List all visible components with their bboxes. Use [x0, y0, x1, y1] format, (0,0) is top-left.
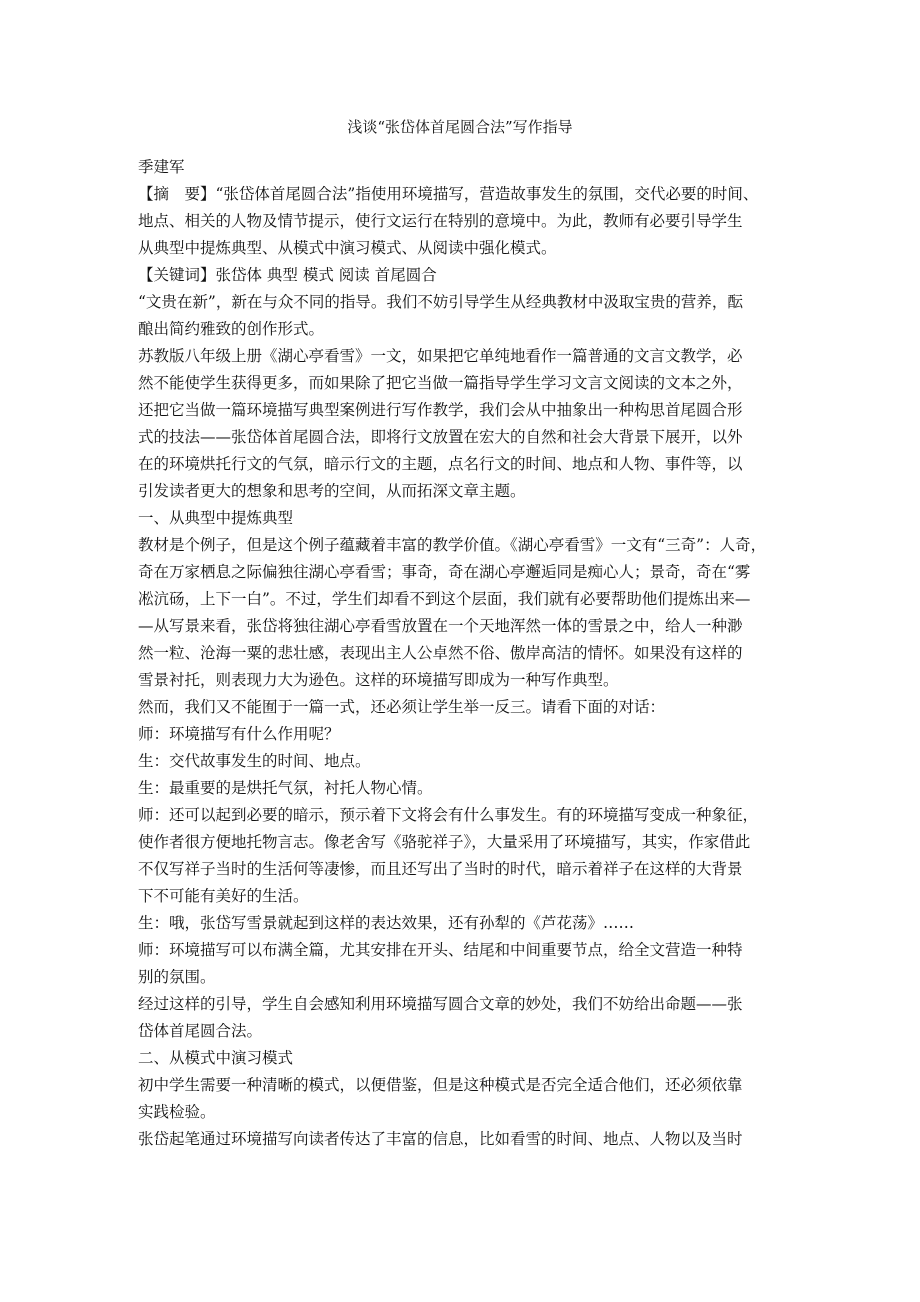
text-line: 在的环境烘托行文的气氛，暗示行文的主题，点名行文的时间、地点和人物、事件等，以 [138, 455, 743, 473]
paragraph [138, 993, 798, 1047]
text-line: 别的氛围。 [138, 968, 216, 986]
text-line: 生：哦，张岱写雪景就起到这样的表达效果，还有孙犁的《芦花荡》…… [138, 914, 635, 932]
text-line: 式的技法——张岱体首尾圆合法，即将行文放置在宏大的自然和社会大背景下展开，以外 [138, 428, 743, 446]
text-line: 酿出简约雅致的创作形式。 [138, 320, 325, 338]
author: 季建军 [138, 158, 185, 176]
paragraph [138, 912, 798, 939]
paragraph [138, 1047, 798, 1074]
text-line: 下不可能有美好的生活。 [138, 887, 309, 905]
paragraph [138, 1074, 798, 1128]
text-line: 岱体首尾圆合法。 [138, 1022, 263, 1040]
text-line: 不仅写祥子当时的生活何等凄惨，而且还写出了当时的时代，暗示着祥子在这样的大背景 [138, 860, 743, 878]
text-line: 二、从模式中演习模式 [138, 1049, 294, 1067]
document-title: 浅谈“张岱体首尾圆合法”写作指导 [347, 118, 573, 136]
paragraph [138, 291, 798, 345]
text-line: 奇在万家栖息之际偏独往湖心亭看雪；事奇，奇在湖心亭邂逅同是痴心人；景奇，奇在“雾 [138, 563, 751, 581]
text-line: 然一粒、沧海一粟的悲壮感，表现出主人公卓然不俗、傲岸高洁的情怀。如果没有这样的 [138, 644, 743, 662]
text-line: 【摘 要】“张岱体首尾圆合法”指使用环境描写，营造故事发生的氛围，交代必要的时间、 [138, 185, 759, 203]
text-line: 师：环境描写可以布满全篇，尤其安排在开头、结尾和中间重要节点，给全文营造一种特 [138, 941, 743, 959]
text-line: 还把它当做一篇环境描写典型案例进行写作教学，我们会从中抽象出一种构思首尾圆合形 [138, 401, 743, 419]
text-line: 师：环境描写有什么作用呢？ [138, 725, 340, 743]
text-line: 然而，我们又不能囿于一篇一式，还必须让学生举一反三。请看下面的对话： [138, 698, 666, 716]
text-line: 苏教版八年级上册《湖心亭看雪》一文，如果把它单纯地看作一篇普通的文言文教学，必 [138, 347, 743, 365]
paragraph [138, 777, 798, 804]
text-line: 然不能使学生获得更多，而如果除了把它当做一篇指导学生学习文言文阅读的文本之外， [138, 374, 743, 392]
text-line: 实践检验。 [138, 1103, 216, 1121]
paragraph [138, 1128, 798, 1155]
text-line: 初中学生需要一种清晰的模式，以便借鉴，但是这种模式是否完全适合他们，还必须依靠 [138, 1076, 743, 1094]
text-line: 地点、相关的人物及情节提示，使行文运行在特别的意境中。为此，教师有必要引导学生 [138, 212, 743, 230]
text-line: 师：还可以起到必要的暗示，预示着下文将会有什么事发生。有的环境描写变成一种象征， [138, 806, 759, 824]
paragraph [138, 264, 798, 291]
text-line: —从写景来看，张岱将独往湖心亭看雪放置在一个天地浑然一体的雪景之中，给人一种渺 [138, 617, 743, 635]
paragraph [138, 534, 798, 696]
paragraph [138, 696, 798, 723]
paragraph [138, 750, 798, 777]
paragraph [138, 723, 798, 750]
document-body [138, 156, 798, 1155]
paragraph [138, 345, 798, 507]
text-line: 生：最重要的是烘托气氛，衬托人物心情。 [138, 779, 433, 797]
text-line: 经过这样的引导，学生自会感知利用环境描写圆合文章的妙处，我们不妨给出命题——张 [138, 995, 743, 1013]
text-line: 一、从典型中提炼典型 [138, 509, 294, 527]
paragraph [138, 804, 798, 912]
paragraphs [138, 183, 798, 1155]
text-line: 从典型中提炼典型、从模式中演习模式、从阅读中强化模式。 [138, 239, 557, 257]
text-line: 雪景衬托，则表现力大为逊色。这样的环境描写即成为一种写作典型。 [138, 671, 619, 689]
text-line: 生：交代故事发生的时间、地点。 [138, 752, 371, 770]
text-line: 教材是个例子，但是这个例子蕴藏着丰富的教学价值。《湖心亭看雪》一文有“三奇”：人奇， [138, 536, 767, 554]
text-line: 引发读者更大的想象和思考的空间，从而拓深文章主题。 [138, 482, 526, 500]
paragraph [138, 939, 798, 993]
text-line: 使作者很方便地托物言志。像老舍写《骆驼祥子》，大量采用了环境描写，其实，作家借此 [138, 833, 751, 851]
text-line: 张岱起笔通过环境描写向读者传达了丰富的信息，比如看雪的时间、地点、人物以及当时 [138, 1130, 743, 1148]
paragraph [138, 507, 798, 534]
text-line: “文贵在新”，新在与众不同的指导。我们不妨引导学生从经典教材中汲取宝贵的营养，酝 [138, 293, 743, 311]
paragraph [138, 183, 798, 264]
text-line: 【关键词】张岱体 典型 模式 阅读 首尾圆合 [138, 266, 437, 284]
text-line: 凇沆砀，上下一白”。不过，学生们却看不到这个层面，我们就有必要帮助他们提炼出来— [138, 590, 751, 608]
